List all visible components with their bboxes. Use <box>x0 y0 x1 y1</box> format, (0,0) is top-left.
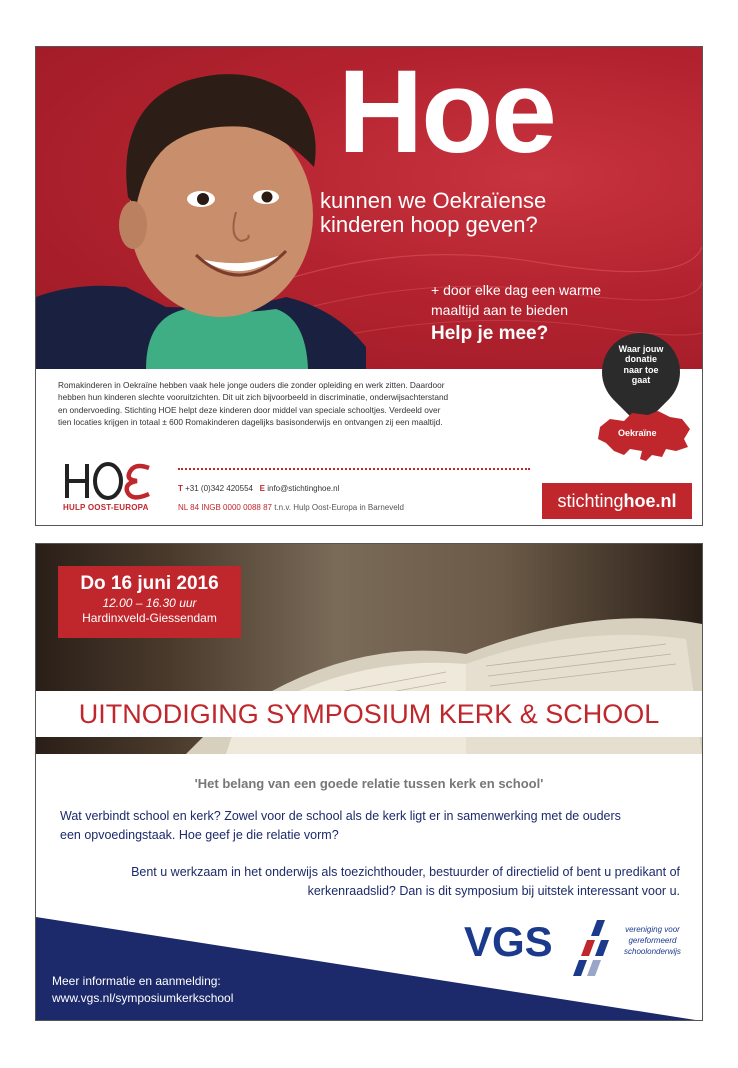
bible-photo <box>36 544 702 754</box>
subtitle-line-2: kinderen hoop geven? <box>320 211 538 237</box>
vgs-advertisement <box>35 543 703 1021</box>
pin-line-2: donatie <box>624 354 657 365</box>
tag-line-2: gereformeerd <box>628 936 677 946</box>
event-date-box <box>58 566 241 638</box>
event-date: Do 16 juni 2016 <box>80 573 219 594</box>
call-to-action: Help je mee? <box>431 323 549 344</box>
invitation-banner: UITNODIGING SYMPOSIUM KERK & SCHOOL <box>36 691 702 737</box>
contact-line <box>178 484 339 493</box>
pin-caption <box>602 344 680 385</box>
offer-line-2: maaltijd aan te bieden <box>431 302 568 319</box>
intro-line-1: Wat verbindt school en kerk? Zowel voor de school als de kerk ligt er in samenwerking met de ouders <box>60 809 621 823</box>
info-url[interactable]: www.vgs.nl/symposiumkerkschool <box>52 991 234 1006</box>
site-suffix: .nl <box>655 491 677 511</box>
pin-line-3: naar toe <box>623 364 659 375</box>
iban-holder: t.n.v. Hulp Oost-Europa in Barneveld <box>274 503 404 512</box>
vgs-stripes-icon <box>569 916 619 978</box>
logo-subtitle: HULP OOST-EUROPA <box>63 503 149 512</box>
dotted-divider <box>178 468 530 470</box>
audience-line-2: kerkenraadslid? Dan is dit symposium bij uitstek interessant voor u. <box>307 883 680 898</box>
tag-line-1: vereniging voor <box>625 925 680 934</box>
audience-line-1: Bent u werkzaam in het onderwijs als toezichthouder, bestuurder of directielid of bent u predikant of <box>131 865 680 879</box>
headline-subtitle <box>320 189 640 237</box>
site-bold: hoe <box>623 491 656 511</box>
hoe-advertisement <box>35 46 703 526</box>
body-text <box>58 379 538 429</box>
email-address: info@stichtinghoe.nl <box>267 484 340 493</box>
body-line-3: en ondervoeding. Stichting HOE helpt deze kinderen door middel van speciale schooltjes. Verdeeld over <box>58 404 441 415</box>
intro-paragraph <box>60 807 680 845</box>
offer-text <box>431 280 601 321</box>
hoe-logo <box>63 460 155 502</box>
map-label: Oekraïne <box>618 428 657 438</box>
event-place: Hardinxveld-Giessendam <box>82 611 217 625</box>
audience-paragraph <box>60 863 680 901</box>
site-prefix: stichting <box>557 491 624 511</box>
offer-line-1: + door elke dag een warme <box>431 282 602 298</box>
phone-number: +31 (0)342 420554 <box>185 484 253 493</box>
tag-line-3: schoolonderwijs <box>624 947 681 957</box>
pin-line-4: gaat <box>631 375 651 386</box>
body-line-2: hebben hun kinderen slechte vooruitzichten. Dit uit zich bijvoorbeeld in discriminatie, onderwijsachterstand <box>58 392 449 403</box>
body-line-1: Romakinderen in Oekraïne hebben vaak hele jonge ouders die zonder opleiding en werk zitten. Daardoor <box>58 380 445 390</box>
symposium-quote: 'Het belang van een goede relatie tussen kerk en school' <box>194 776 544 791</box>
website-link[interactable] <box>542 483 692 519</box>
headline-hoe: Hoe <box>338 47 555 178</box>
info-line-1: Meer informatie en aanmelding: <box>52 974 221 988</box>
info-text <box>52 973 233 1008</box>
hero-photo <box>36 47 702 369</box>
body-line-4: tien locaties krijgen in totaal ± 600 Romakinderen dagelijks basisonderwijs en ontvangen zij een maaltijd. <box>58 417 443 428</box>
ukraine-map-icon <box>596 409 692 469</box>
pin-line-1: Waar jouw <box>618 344 664 354</box>
subtitle-line-1: kunnen we Oekraïense <box>320 188 547 213</box>
iban-number: NL 84 INGB 0000 0088 87 <box>178 503 272 512</box>
intro-line-2: een opvoedingstaak. Hoe geef je die relatie vorm? <box>60 827 339 842</box>
vgs-tagline <box>624 924 681 958</box>
bank-line <box>178 503 404 512</box>
event-time: 12.00 – 16.30 uur <box>102 596 197 610</box>
phone-label: T <box>178 484 183 493</box>
vgs-logo: VGS <box>464 918 553 965</box>
email-label: E <box>259 484 265 493</box>
